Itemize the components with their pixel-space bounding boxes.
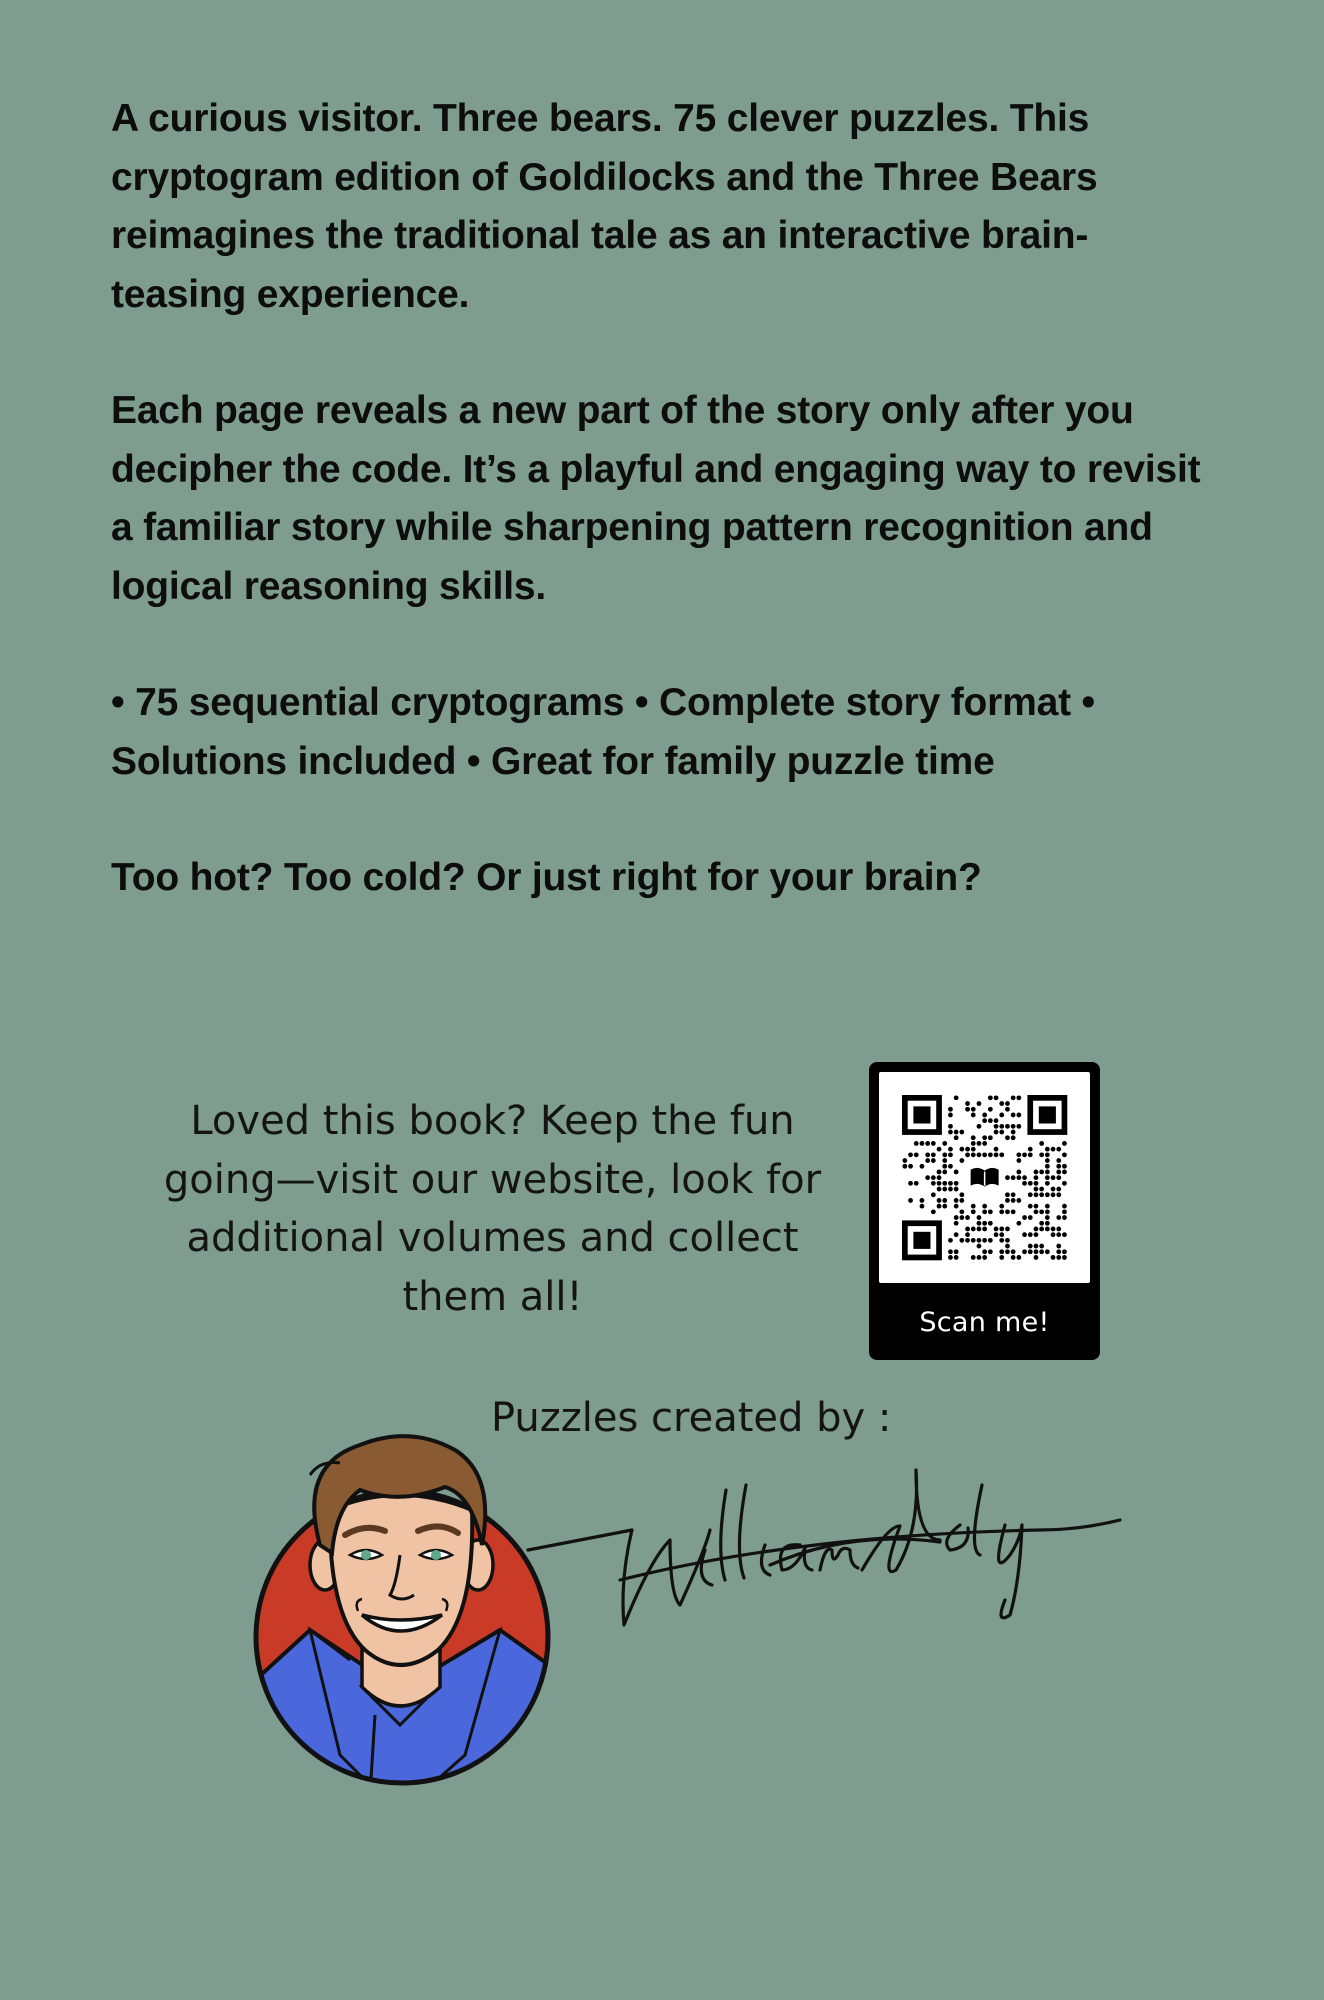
description-body: Each page reveals a new part of the story only after you decipher the code. It’s a playful and engaging way to revisit a familiar story while sharpening pattern recognition and logical reasoning skills.	[111, 389, 1201, 608]
author-caricature-icon	[250, 1425, 560, 1795]
author-credit-label: Puzzles created by :	[491, 1395, 892, 1441]
tagline: Too hot? Too cold? Or just right for your brain?	[111, 856, 982, 899]
website-promo-text: Loved this book? Keep the fun going—visit our website, look for additional volumes and collect them all!	[163, 1098, 822, 1320]
description-intro: A curious visitor. Three bears. 75 clever puzzles. This cryptogram edition of Goldilocks and the Three Bears reimagines the traditional tale as an interactive brain-teasing experience.	[111, 97, 1098, 316]
qr-code-card[interactable]	[869, 1062, 1100, 1360]
scan-me-label: Scan me!	[919, 1307, 1050, 1338]
qr-code-icon[interactable]	[879, 1072, 1090, 1283]
feature-list: • 75 sequential cryptograms • Complete story format • Solutions included • Great for family puzzle time	[111, 681, 1095, 783]
book-description	[111, 90, 1221, 966]
author-signature-icon	[520, 1430, 1130, 1630]
